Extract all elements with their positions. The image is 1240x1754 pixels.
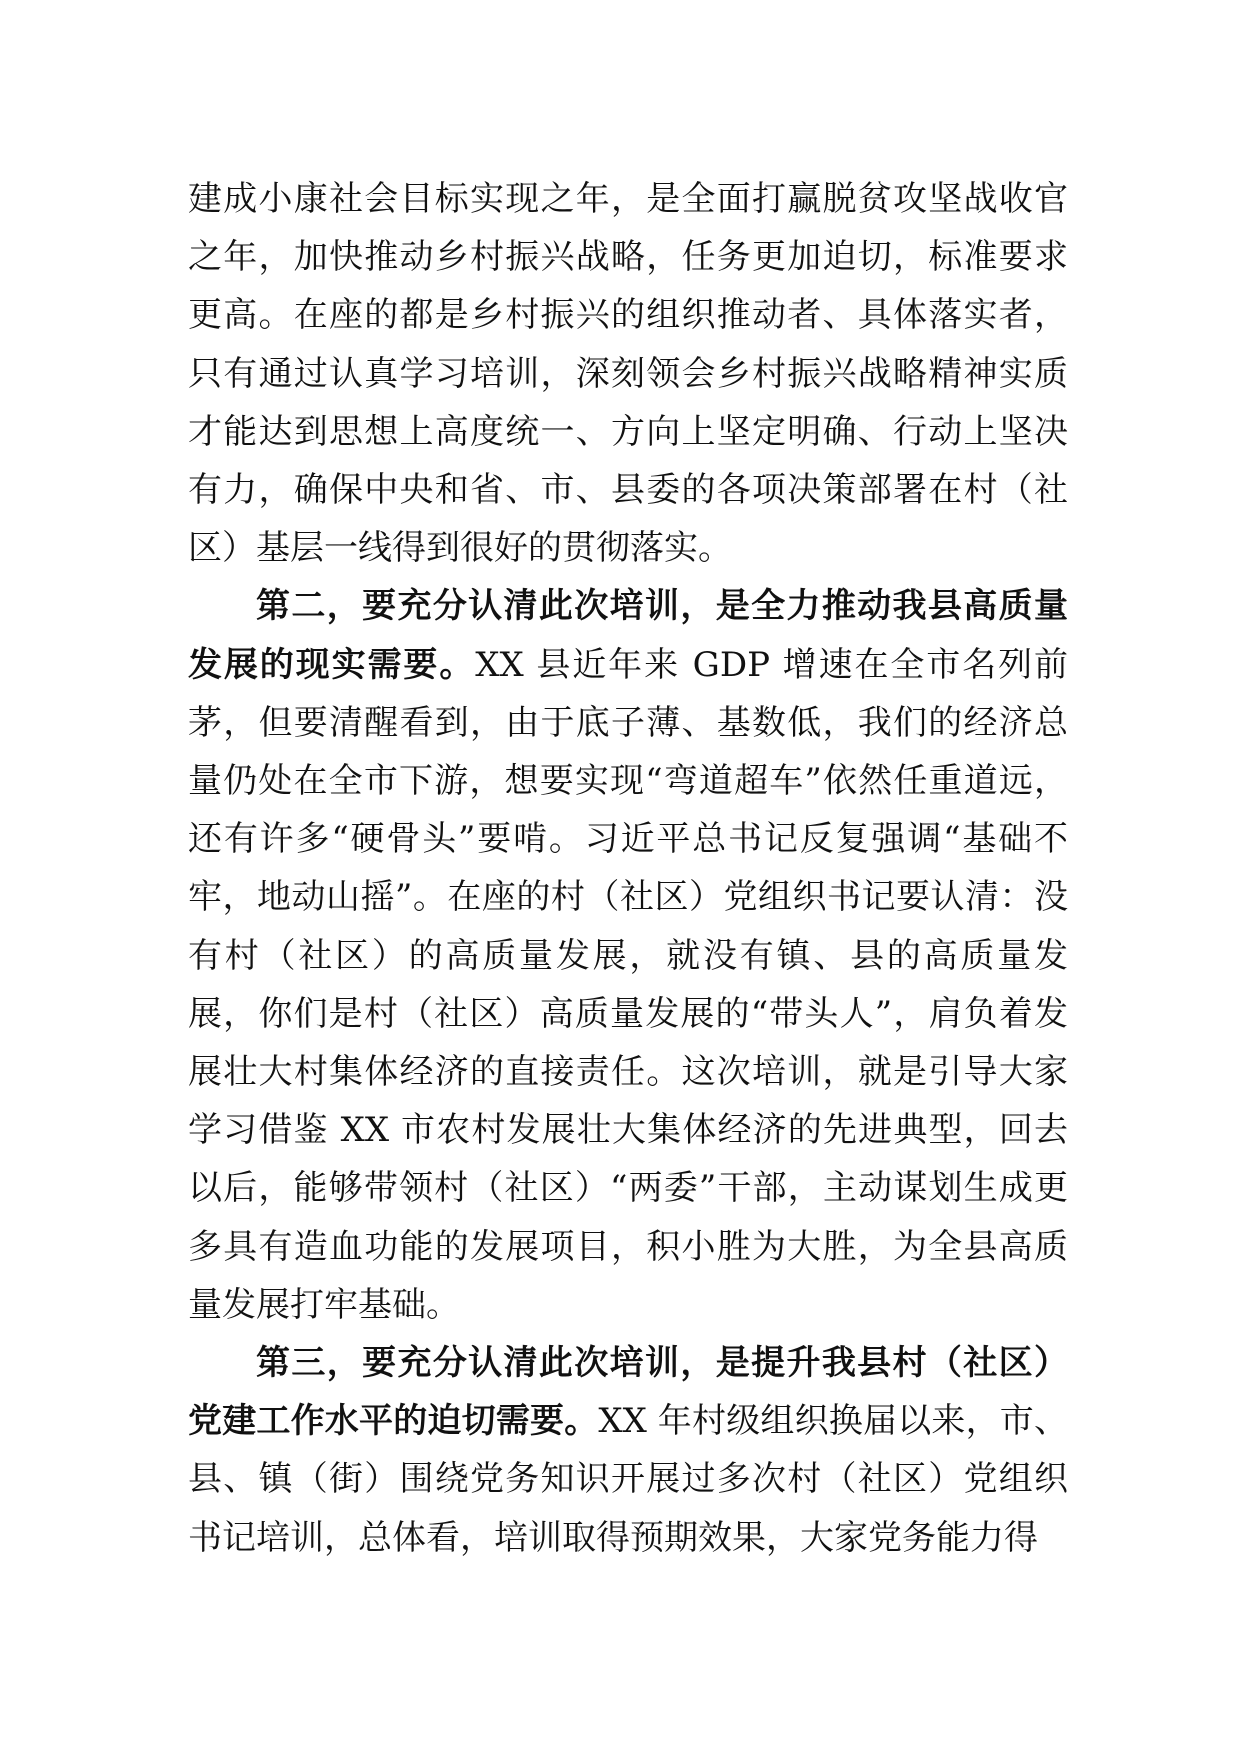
paragraph-3-heading: 第三，要充分认清此次培训，是提升我县村（社区）党建工作水平的迫切需要。: [188, 1343, 1068, 1442]
paragraph-3: [188, 1334, 1068, 1567]
document-body: [188, 170, 1068, 1567]
paragraph-3-text: XX 年村级组织换届以来，市、县、镇（街）围绕党务知识开展过多次村（社区）党组织书记培训，总体看，培训取得预期效果，大家党务能力得: [188, 1401, 1068, 1558]
paragraph-2-text: XX 县近年来 GDP 增速在全市名列前茅，但要清醒看到，由于底子薄、基数低，我们的经济总量仍处在全市下游，想要实现“弯道超车”依然任重道远，还有许多“硬骨头”要啃。习近平总书记反复强调“基础不牢，地动山摇”。在座的村（社区）党组织书记要认清：没有村（社区）的高质量发展，就没有镇、县的高质量发展，你们是村（社区）高质量发展的“带头人”，肩负着发展壮大村集体经济的直接责任。这次培训，就是引导大家学习借鉴 XX 市农村发展壮大集体经济的先进典型，回去以后，能够带领村（社区）“两委”干部，主动谋划生成更多具有造血功能的发展项目，积小胜为大胜，为全县高质量发展打牢基础。: [188, 644, 1069, 1325]
paragraph-2: [188, 577, 1068, 1334]
paragraph-1: [188, 170, 1068, 577]
paragraph-2-heading: 第二，要充分认清此次培训，是全力推动我县高质量发展的现实需要。: [188, 586, 1068, 685]
paragraph-1-text: 建成小康社会目标实现之年，是全面打赢脱贫攻坚战收官之年，加快推动乡村振兴战略，任务更加迫切，标准要求更高。在座的都是乡村振兴的组织推动者、具体落实者，只有通过认真学习培训，深刻领会乡村振兴战略精神实质才能达到思想上高度统一、方向上坚定明确、行动上坚决有力，确保中央和省、市、县委的各项决策部署在村（社区）基层一线得到很好的贯彻落实。: [188, 179, 1068, 569]
